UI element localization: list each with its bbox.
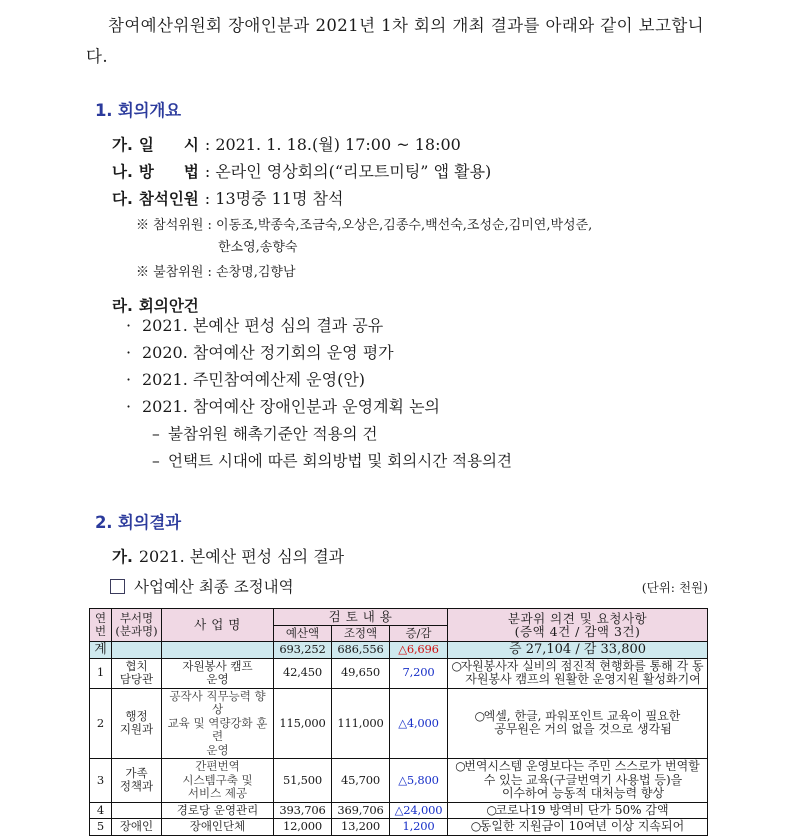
agenda-item-2-text: 2020. 참여예산 정기회의 운영 평가 — [142, 343, 394, 362]
row-project-l2: 운영 — [206, 672, 229, 686]
label-time: 시 — [183, 136, 199, 154]
agenda-item-3-text: 2021. 주민참여예산제 운영(안) — [142, 370, 366, 389]
attendee-note — [136, 215, 592, 236]
row-diff: 1,200 — [390, 819, 448, 836]
row-opinion-l1: 자원봉사자 실비의 점진적 현행화를 통해 각 동 — [460, 658, 704, 673]
budget-table-wrapper — [89, 608, 707, 836]
row-dept-l2: 담당관 — [119, 672, 154, 686]
section1-heading: 1. 회의개요 — [95, 101, 181, 120]
agenda-item-3 — [126, 367, 365, 393]
row-dept: 장애인 — [112, 819, 162, 836]
row-dept-l2: 정책과 — [119, 779, 154, 794]
attendee-note-continued: 한소영,송향숙 — [218, 240, 298, 255]
row-dept-l1: 행정 — [125, 708, 148, 723]
checkbox-label: 사업예산 최종 조정내역 — [134, 578, 294, 596]
sub-agenda-item-2 — [152, 448, 512, 474]
col-header-dept — [112, 609, 162, 642]
section2-subheading — [112, 544, 344, 567]
col-header-opinion-l2: (증액 4건 / 감액 3건) — [514, 624, 641, 639]
table-header-row-1 — [90, 609, 708, 626]
row-dept — [112, 759, 162, 803]
row-opinion — [448, 759, 708, 803]
total-budget: 693,252 — [274, 642, 332, 659]
unit-note: (단위: 천원) — [641, 580, 708, 595]
row-marker-da: 다. — [112, 190, 133, 208]
absentee-note — [136, 262, 296, 283]
meeting-datetime-row — [112, 132, 461, 158]
agenda-item-4 — [126, 394, 440, 420]
budget-adjustment-checkbox-line — [110, 575, 294, 597]
sub-agenda-item-1-text: 불참위원 해촉기준안 적용의 건 — [168, 425, 378, 443]
row-dept — [112, 802, 162, 819]
sub-agenda-item-1 — [152, 421, 377, 447]
row-opinion-l1: 번역시스템 운영보다는 주민 스스로가 번역할 — [464, 759, 700, 773]
row-project-l1: 자원봉사 캠프 — [182, 658, 253, 673]
col-header-opinion — [448, 609, 708, 642]
row-adjusted: 13,200 — [332, 819, 390, 836]
row-opinion-l1: 엑셀, 한글, 파워포인트 교육이 필요한 — [483, 708, 681, 723]
table-row — [90, 688, 708, 759]
dash-icon: – — [152, 425, 160, 443]
total-project — [162, 642, 274, 659]
row-project-l1: 간편번역 — [195, 759, 240, 773]
row-opinion-l2: 자원봉사 캠프의 원활한 운영지원 활성화기여 — [465, 672, 701, 686]
label-attendance: 참석인원 — [138, 190, 199, 208]
row-marker-ga: 가. — [112, 136, 133, 154]
row-opinion-l1: 코로나19 방역비 단가 50% 감액 — [495, 802, 669, 817]
row-dept-l1: 가족 — [125, 765, 148, 780]
row-adjusted: 49,650 — [332, 658, 390, 688]
row-project — [162, 688, 274, 759]
attendance-row — [112, 186, 343, 212]
row-opinion-l1: 동일한 지원금이 10여년 이상 지속되어 — [479, 819, 685, 833]
label-method-2: 법 — [183, 163, 199, 181]
col-header-opinion-l1: 분과위 의견 및 요청사항 — [507, 610, 648, 626]
row-no: 2 — [90, 688, 112, 759]
row-no: 4 — [90, 802, 112, 819]
row-dept — [112, 658, 162, 688]
intro-paragraph — [86, 10, 704, 72]
row-budget: 42,450 — [274, 658, 332, 688]
meeting-method-row — [112, 159, 491, 185]
row-opinion — [448, 819, 708, 836]
total-label: 계 — [90, 642, 112, 659]
row-adjusted: 111,000 — [332, 688, 390, 759]
row-budget: 51,500 — [274, 759, 332, 803]
total-dept — [112, 642, 162, 659]
row-no: 1 — [90, 658, 112, 688]
row-adjusted: 369,706 — [332, 802, 390, 819]
note-label-absentees: 불참위원 — [153, 265, 204, 280]
row-budget: 115,000 — [274, 688, 332, 759]
row-project-l3: 운영 — [206, 742, 229, 757]
row-opinion — [448, 802, 708, 819]
total-opinion: 증 27,104 / 감 33,800 — [448, 642, 708, 659]
col-header-no — [90, 609, 112, 642]
table-row — [90, 819, 708, 836]
col-header-adjusted: 조정액 — [332, 625, 390, 642]
circle-bullet-icon: ○ — [486, 802, 497, 817]
meeting-method-value: : 온라인 영상회의(“리모트미팅” 앱 활용) — [204, 162, 492, 181]
row-project: 장애인단체 — [162, 819, 274, 836]
row-project-l2: 교육 및 역량강화 훈련 — [167, 715, 268, 743]
col-header-project: 사 업 명 — [162, 609, 274, 642]
circle-bullet-icon: ○ — [455, 759, 466, 773]
row-diff: △4,000 — [390, 688, 448, 759]
table-row — [90, 658, 708, 688]
row-project — [162, 759, 274, 803]
row-no: 5 — [90, 819, 112, 836]
row-diff: △24,000 — [390, 802, 448, 819]
note-value-attendees: : 이동조,박종숙,조금숙,오상은,김종수,백선숙,조성순,김미연,박성준, — [207, 218, 593, 233]
subheading-text: 2021. 본예산 편성 심의 결과 — [138, 547, 345, 566]
bullet-dot-icon: · — [126, 343, 132, 362]
section2-heading: 2. 회의결과 — [95, 513, 181, 532]
note-value-absentees: : 손창명,김향남 — [207, 265, 296, 280]
row-adjusted: 45,700 — [332, 759, 390, 803]
bullet-dot-icon: · — [126, 397, 132, 416]
circle-bullet-icon: ○ — [470, 819, 482, 833]
note-label-attendees: 참석위원 — [153, 218, 204, 233]
col-header-review-group: 검 토 내 용 — [274, 609, 448, 626]
row-opinion-l3: 이수하여 능동적 대처능력 향상 — [501, 786, 665, 800]
table-row — [90, 802, 708, 819]
bullet-dot-icon: · — [126, 316, 132, 335]
attendance-value: : 13명중 11명 참석 — [204, 189, 344, 208]
row-opinion-l2: 공무원은 거의 없을 것으로 생각됨 — [494, 722, 672, 737]
row-dept-l1: 협치 — [125, 658, 148, 673]
row-diff: 7,200 — [390, 658, 448, 688]
label-date: 일 — [138, 136, 154, 154]
row-project-l3: 서비스 제공 — [187, 786, 248, 800]
row-opinion — [448, 688, 708, 759]
row-opinion — [448, 658, 708, 688]
row-opinion-l2: 수 있는 교육(구글번역기 사용법 등)을 — [483, 772, 683, 787]
agenda-item-2 — [126, 340, 394, 366]
col-header-budget: 예산액 — [274, 625, 332, 642]
row-dept-l2: 지원과 — [119, 722, 154, 737]
bullet-dot-icon: · — [126, 370, 132, 389]
row-project: 경로당 운영관리 — [162, 802, 274, 819]
row-project-l2: 시스템구축 및 — [182, 772, 253, 787]
total-adjusted: 686,556 — [332, 642, 390, 659]
row-project-l1: 공작사 직무능력 향상 — [169, 688, 266, 716]
meeting-datetime-value: : 2021. 1. 18.(월) 17:00 ~ 18:00 — [204, 135, 461, 154]
agenda-item-1-text: 2021. 본예산 편성 심의 결과 공유 — [142, 316, 384, 335]
agenda-item-4-text: 2021. 참여예산 장애인분과 운영계획 논의 — [142, 397, 440, 416]
label-method-1: 방 — [138, 163, 154, 181]
col-header-diff: 증/감 — [390, 625, 448, 642]
sub-agenda-item-2-text: 언택트 시대에 따른 회의방법 및 회의시간 적용의견 — [168, 452, 512, 470]
circle-bullet-icon: ○ — [451, 658, 462, 673]
total-diff: △6,696 — [390, 642, 448, 659]
row-no: 3 — [90, 759, 112, 803]
col-header-dept-l1: 부서명 — [119, 610, 154, 625]
row-diff: △5,800 — [390, 759, 448, 803]
row-budget: 12,000 — [274, 819, 332, 836]
row-project — [162, 658, 274, 688]
col-header-dept-l2: (분과명) — [115, 624, 158, 638]
budget-table — [89, 608, 708, 836]
agenda-heading-label: 회의안건 — [138, 297, 199, 315]
note-mark-absentees: ※ — [136, 265, 150, 280]
table-row — [90, 759, 708, 803]
subheading-marker: 가. — [112, 548, 133, 566]
checkbox-icon[interactable] — [110, 579, 125, 594]
col-header-no-l2: 번 — [94, 624, 107, 638]
circle-bullet-icon: ○ — [474, 708, 486, 723]
note-mark-attendees: ※ — [136, 218, 150, 233]
agenda-item-1 — [126, 313, 383, 339]
table-total-row — [90, 642, 708, 659]
col-header-no-l1: 연 — [94, 610, 107, 625]
row-marker-na: 나. — [112, 163, 133, 181]
row-marker-ra: 라. — [112, 297, 133, 315]
row-budget: 393,706 — [274, 802, 332, 819]
dash-icon: – — [152, 452, 160, 470]
intro-text: 참여예산위원회 장애인분과 2021년 1차 회의 개최 결과를 아래와 같이 보고합니다. — [86, 16, 704, 66]
row-dept — [112, 688, 162, 759]
